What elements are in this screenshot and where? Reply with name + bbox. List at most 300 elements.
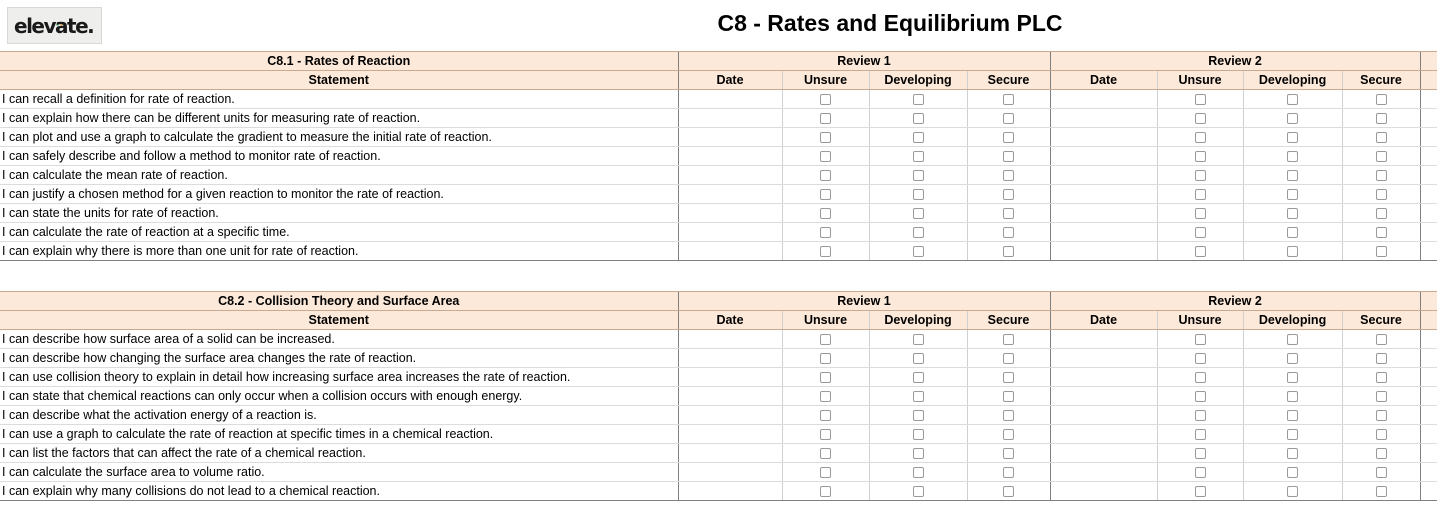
review-2-secure-checkbox[interactable] [1376, 429, 1387, 440]
review-1-secure-cell [967, 444, 1050, 463]
review-2-secure-cell [1342, 147, 1420, 166]
review-2-unsure-checkbox[interactable] [1195, 151, 1206, 162]
review-2-date-header: Date [1050, 311, 1157, 330]
review-2-developing-header: Developing [1243, 311, 1342, 330]
review-1-unsure-cell [782, 109, 869, 128]
review-1-developing-checkbox[interactable] [913, 227, 924, 238]
review-1-header: Review 1 [678, 292, 1050, 311]
review-1-unsure-checkbox[interactable] [820, 410, 831, 421]
review-2-developing-cell [1243, 463, 1342, 482]
statement-header: Statement [0, 311, 678, 330]
review-1-secure-cell [967, 330, 1050, 349]
review-2-developing-header: Developing [1243, 71, 1342, 90]
review-2-unsure-cell [1157, 147, 1243, 166]
review-2-developing-checkbox[interactable] [1287, 334, 1298, 345]
logo-text: elevate. [14, 14, 94, 38]
review-2-unsure-cell [1157, 330, 1243, 349]
review-2-date-cell[interactable] [1050, 463, 1157, 482]
review-1-unsure-checkbox[interactable] [820, 448, 831, 459]
review-2-secure-checkbox[interactable] [1376, 372, 1387, 383]
checklist-table [0, 291, 1437, 501]
review-1-date-cell[interactable] [678, 368, 782, 387]
review-2-developing-cell [1243, 147, 1342, 166]
statement-row [0, 463, 1437, 482]
review-1-developing-checkbox[interactable] [913, 189, 924, 200]
statement-text: I can recall a definition for rate of reaction. [0, 90, 678, 109]
review-2-header: Review 2 [1050, 292, 1420, 311]
review-2-secure-header: Secure [1342, 71, 1420, 90]
review-2-secure-cell [1342, 368, 1420, 387]
row-spacer [1420, 128, 1437, 147]
review-1-secure-checkbox[interactable] [1003, 246, 1014, 257]
statement-row [0, 204, 1437, 223]
review-1-unsure-checkbox[interactable] [820, 208, 831, 219]
row-spacer [1420, 109, 1437, 128]
review-1-developing-checkbox[interactable] [913, 246, 924, 257]
review-2-unsure-checkbox[interactable] [1195, 486, 1206, 497]
review-1-developing-checkbox[interactable] [913, 391, 924, 402]
review-1-unsure-cell [782, 387, 869, 406]
review-2-developing-checkbox[interactable] [1287, 189, 1298, 200]
review-2-developing-cell [1243, 90, 1342, 109]
statement-row [0, 90, 1437, 109]
review-1-developing-checkbox[interactable] [913, 429, 924, 440]
review-1-unsure-cell [782, 406, 869, 425]
statement-text: I can calculate the surface area to volume ratio. [0, 463, 678, 482]
review-1-unsure-cell [782, 90, 869, 109]
review-1-developing-checkbox[interactable] [913, 132, 924, 143]
review-1-secure-checkbox[interactable] [1003, 410, 1014, 421]
review-2-unsure-checkbox[interactable] [1195, 170, 1206, 181]
review-1-secure-checkbox[interactable] [1003, 227, 1014, 238]
review-2-secure-cell [1342, 166, 1420, 185]
row-spacer [1420, 425, 1437, 444]
review-1-unsure-checkbox[interactable] [820, 246, 831, 257]
review-2-date-header: Date [1050, 71, 1157, 90]
review-1-unsure-cell [782, 482, 869, 501]
review-2-developing-checkbox[interactable] [1287, 353, 1298, 364]
statement-text: I can explain why there is more than one unit for rate of reaction. [0, 242, 678, 261]
review-2-developing-checkbox[interactable] [1287, 208, 1298, 219]
review-1-unsure-cell [782, 242, 869, 261]
review-2-secure-checkbox[interactable] [1376, 486, 1387, 497]
review-1-unsure-checkbox[interactable] [820, 227, 831, 238]
statement-text: I can use collision theory to explain in detail how increasing surface area increases the rate of reaction. [0, 368, 678, 387]
review-2-secure-checkbox[interactable] [1376, 189, 1387, 200]
review-1-developing-cell [869, 242, 967, 261]
review-2-secure-cell [1342, 242, 1420, 261]
review-1-secure-checkbox[interactable] [1003, 94, 1014, 105]
review-1-developing-checkbox[interactable] [913, 208, 924, 219]
review-2-secure-checkbox[interactable] [1376, 132, 1387, 143]
review-1-developing-cell [869, 330, 967, 349]
review-2-unsure-checkbox[interactable] [1195, 467, 1206, 478]
review-1-date-cell[interactable] [678, 90, 782, 109]
review-2-developing-cell [1243, 425, 1342, 444]
review-1-date-cell[interactable] [678, 147, 782, 166]
review-2-developing-checkbox[interactable] [1287, 391, 1298, 402]
review-1-unsure-cell [782, 223, 869, 242]
review-2-date-cell[interactable] [1050, 204, 1157, 223]
review-2-developing-checkbox[interactable] [1287, 151, 1298, 162]
review-2-developing-checkbox[interactable] [1287, 227, 1298, 238]
review-2-secure-checkbox[interactable] [1376, 391, 1387, 402]
review-2-unsure-checkbox[interactable] [1195, 334, 1206, 345]
review-1-unsure-header: Unsure [782, 311, 869, 330]
statement-row [0, 147, 1437, 166]
review-1-secure-cell [967, 463, 1050, 482]
review-2-developing-cell [1243, 204, 1342, 223]
review-1-unsure-checkbox[interactable] [820, 189, 831, 200]
review-1-unsure-cell [782, 185, 869, 204]
review-1-date-cell[interactable] [678, 166, 782, 185]
review-2-developing-checkbox[interactable] [1287, 486, 1298, 497]
row-spacer [1420, 330, 1437, 349]
review-2-developing-checkbox[interactable] [1287, 448, 1298, 459]
review-1-date-cell[interactable] [678, 242, 782, 261]
review-2-unsure-checkbox[interactable] [1195, 429, 1206, 440]
statement-text: I can explain why many collisions do not lead to a chemical reaction. [0, 482, 678, 501]
review-2-developing-cell [1243, 109, 1342, 128]
review-2-secure-checkbox[interactable] [1376, 151, 1387, 162]
review-2-secure-cell [1342, 330, 1420, 349]
review-1-secure-cell [967, 387, 1050, 406]
review-1-developing-checkbox[interactable] [913, 486, 924, 497]
review-1-unsure-checkbox[interactable] [820, 391, 831, 402]
review-1-developing-cell [869, 166, 967, 185]
review-1-developing-header: Developing [869, 311, 967, 330]
header-row-groups [0, 292, 1437, 311]
review-2-unsure-cell [1157, 444, 1243, 463]
review-1-date-cell[interactable] [678, 444, 782, 463]
review-1-unsure-header: Unsure [782, 71, 869, 90]
review-1-developing-cell [869, 147, 967, 166]
review-1-secure-checkbox[interactable] [1003, 151, 1014, 162]
statement-text: I can describe how surface area of a solid can be increased. [0, 330, 678, 349]
review-2-developing-checkbox[interactable] [1287, 94, 1298, 105]
review-1-secure-checkbox[interactable] [1003, 170, 1014, 181]
review-2-date-cell[interactable] [1050, 368, 1157, 387]
header-row-columns [0, 71, 1437, 90]
review-2-unsure-checkbox[interactable] [1195, 189, 1206, 200]
review-2-developing-cell [1243, 444, 1342, 463]
review-1-date-cell[interactable] [678, 425, 782, 444]
statement-text: I can state that chemical reactions can only occur when a collision occurs with enough energy. [0, 387, 678, 406]
review-1-date-header: Date [678, 311, 782, 330]
review-2-date-cell[interactable] [1050, 223, 1157, 242]
review-1-unsure-checkbox[interactable] [820, 113, 831, 124]
statement-text: I can explain how there can be different units for measuring rate of reaction. [0, 109, 678, 128]
review-2-secure-checkbox[interactable] [1376, 94, 1387, 105]
review-2-date-cell[interactable] [1050, 482, 1157, 501]
review-2-developing-checkbox[interactable] [1287, 113, 1298, 124]
review-2-secure-checkbox[interactable] [1376, 113, 1387, 124]
row-spacer [1420, 406, 1437, 425]
review-1-developing-checkbox[interactable] [913, 170, 924, 181]
review-1-unsure-cell [782, 463, 869, 482]
review-2-unsure-cell [1157, 242, 1243, 261]
review-1-date-cell[interactable] [678, 204, 782, 223]
page-title: C8 - Rates and Equilibrium PLC [717, 10, 1063, 36]
review-2-developing-checkbox[interactable] [1287, 372, 1298, 383]
review-2-unsure-cell [1157, 128, 1243, 147]
review-2-secure-cell [1342, 128, 1420, 147]
row-spacer [1420, 242, 1437, 261]
review-1-date-cell[interactable] [678, 349, 782, 368]
review-1-date-cell[interactable] [678, 387, 782, 406]
review-1-secure-header: Secure [967, 71, 1050, 90]
review-1-secure-cell [967, 128, 1050, 147]
statement-row [0, 444, 1437, 463]
review-2-secure-checkbox[interactable] [1376, 410, 1387, 421]
review-2-date-cell[interactable] [1050, 166, 1157, 185]
statement-text: I can plot and use a graph to calculate the gradient to measure the initial rate of reaction. [0, 128, 678, 147]
review-2-secure-checkbox[interactable] [1376, 448, 1387, 459]
statement-row [0, 185, 1437, 204]
review-1-unsure-checkbox[interactable] [820, 429, 831, 440]
review-2-unsure-checkbox[interactable] [1195, 132, 1206, 143]
review-1-developing-checkbox[interactable] [913, 448, 924, 459]
review-2-secure-cell [1342, 204, 1420, 223]
review-2-developing-cell [1243, 387, 1342, 406]
review-2-unsure-cell [1157, 463, 1243, 482]
review-1-date-cell[interactable] [678, 109, 782, 128]
review-2-developing-cell [1243, 330, 1342, 349]
review-1-unsure-checkbox[interactable] [820, 132, 831, 143]
section-c8-1 [0, 51, 1437, 261]
review-1-secure-cell [967, 204, 1050, 223]
header-spacer [1420, 71, 1437, 90]
review-1-developing-checkbox[interactable] [913, 151, 924, 162]
review-1-date-cell[interactable] [678, 463, 782, 482]
statement-text: I can list the factors that can affect the rate of a chemical reaction. [0, 444, 678, 463]
review-1-unsure-checkbox[interactable] [820, 353, 831, 364]
review-1-date-cell[interactable] [678, 330, 782, 349]
review-2-unsure-checkbox[interactable] [1195, 227, 1206, 238]
statement-text: I can justify a chosen method for a given reaction to monitor the rate of reaction. [0, 185, 678, 204]
review-2-developing-checkbox[interactable] [1287, 170, 1298, 181]
section-title: C8.1 - Rates of Reaction [0, 52, 678, 71]
statement-text: I can state the units for rate of reaction. [0, 204, 678, 223]
review-2-unsure-checkbox[interactable] [1195, 208, 1206, 219]
review-1-developing-cell [869, 463, 967, 482]
review-1-date-cell[interactable] [678, 482, 782, 501]
header-spacer [1420, 52, 1437, 71]
review-2-unsure-checkbox[interactable] [1195, 372, 1206, 383]
statement-row [0, 242, 1437, 261]
review-2-developing-checkbox[interactable] [1287, 246, 1298, 257]
statement-row [0, 109, 1437, 128]
review-1-unsure-checkbox[interactable] [820, 372, 831, 383]
review-1-secure-checkbox[interactable] [1003, 467, 1014, 478]
logo [7, 7, 102, 44]
review-2-date-cell[interactable] [1050, 425, 1157, 444]
review-2-unsure-cell [1157, 482, 1243, 501]
review-2-secure-checkbox[interactable] [1376, 334, 1387, 345]
review-1-developing-cell [869, 368, 967, 387]
review-2-unsure-checkbox[interactable] [1195, 391, 1206, 402]
review-1-developing-checkbox[interactable] [913, 113, 924, 124]
review-1-developing-cell [869, 406, 967, 425]
review-1-secure-cell [967, 482, 1050, 501]
review-2-secure-header: Secure [1342, 311, 1420, 330]
review-1-developing-cell [869, 223, 967, 242]
row-spacer [1420, 368, 1437, 387]
review-1-header: Review 1 [678, 52, 1050, 71]
review-2-developing-checkbox[interactable] [1287, 132, 1298, 143]
review-1-secure-cell [967, 242, 1050, 261]
review-2-date-cell[interactable] [1050, 387, 1157, 406]
review-2-date-cell[interactable] [1050, 109, 1157, 128]
review-1-developing-cell [869, 204, 967, 223]
review-2-unsure-cell [1157, 349, 1243, 368]
row-spacer [1420, 387, 1437, 406]
review-1-date-cell[interactable] [678, 406, 782, 425]
review-2-unsure-cell [1157, 425, 1243, 444]
review-2-date-cell[interactable] [1050, 147, 1157, 166]
review-2-date-cell[interactable] [1050, 444, 1157, 463]
review-2-date-cell[interactable] [1050, 349, 1157, 368]
review-1-date-cell[interactable] [678, 128, 782, 147]
review-2-date-cell[interactable] [1050, 90, 1157, 109]
row-spacer [1420, 482, 1437, 501]
review-1-secure-cell [967, 185, 1050, 204]
row-spacer [1420, 463, 1437, 482]
review-2-secure-cell [1342, 90, 1420, 109]
review-2-unsure-cell [1157, 166, 1243, 185]
review-2-secure-checkbox[interactable] [1376, 467, 1387, 478]
review-1-date-cell[interactable] [678, 223, 782, 242]
review-1-developing-cell [869, 185, 967, 204]
review-1-secure-checkbox[interactable] [1003, 353, 1014, 364]
review-2-secure-cell [1342, 482, 1420, 501]
review-2-date-cell[interactable] [1050, 242, 1157, 261]
review-1-secure-checkbox[interactable] [1003, 113, 1014, 124]
review-1-unsure-checkbox[interactable] [820, 151, 831, 162]
review-2-unsure-header: Unsure [1157, 71, 1243, 90]
review-2-unsure-checkbox[interactable] [1195, 448, 1206, 459]
review-1-secure-checkbox[interactable] [1003, 208, 1014, 219]
review-1-secure-checkbox[interactable] [1003, 189, 1014, 200]
review-1-unsure-cell [782, 349, 869, 368]
review-2-date-cell[interactable] [1050, 185, 1157, 204]
review-2-secure-checkbox[interactable] [1376, 353, 1387, 364]
review-1-secure-checkbox[interactable] [1003, 132, 1014, 143]
review-2-unsure-cell [1157, 406, 1243, 425]
review-1-unsure-checkbox[interactable] [820, 334, 831, 345]
review-1-secure-cell [967, 166, 1050, 185]
review-1-secure-checkbox[interactable] [1003, 486, 1014, 497]
review-1-secure-checkbox[interactable] [1003, 391, 1014, 402]
review-1-unsure-checkbox[interactable] [820, 94, 831, 105]
review-2-secure-cell [1342, 109, 1420, 128]
review-1-unsure-cell [782, 330, 869, 349]
review-2-date-cell[interactable] [1050, 406, 1157, 425]
review-2-unsure-checkbox[interactable] [1195, 246, 1206, 257]
review-2-date-cell[interactable] [1050, 128, 1157, 147]
statement-text: I can safely describe and follow a method to monitor rate of reaction. [0, 147, 678, 166]
row-spacer [1420, 147, 1437, 166]
review-1-secure-cell [967, 368, 1050, 387]
statement-row [0, 223, 1437, 242]
review-1-developing-checkbox[interactable] [913, 353, 924, 364]
statement-row [0, 166, 1437, 185]
review-2-unsure-cell [1157, 204, 1243, 223]
review-1-unsure-cell [782, 147, 869, 166]
review-2-secure-checkbox[interactable] [1376, 208, 1387, 219]
review-1-secure-cell [967, 349, 1050, 368]
review-1-secure-header: Secure [967, 311, 1050, 330]
review-2-unsure-header: Unsure [1157, 311, 1243, 330]
statement-header: Statement [0, 71, 678, 90]
review-2-developing-checkbox[interactable] [1287, 467, 1298, 478]
statement-row [0, 406, 1437, 425]
review-2-unsure-cell [1157, 90, 1243, 109]
review-2-developing-checkbox[interactable] [1287, 429, 1298, 440]
row-spacer [1420, 349, 1437, 368]
statement-text: I can calculate the rate of reaction at a specific time. [0, 223, 678, 242]
review-1-secure-checkbox[interactable] [1003, 429, 1014, 440]
review-2-developing-cell [1243, 242, 1342, 261]
statement-row [0, 349, 1437, 368]
review-1-secure-checkbox[interactable] [1003, 334, 1014, 345]
review-1-secure-cell [967, 425, 1050, 444]
review-1-developing-checkbox[interactable] [913, 467, 924, 478]
review-2-unsure-checkbox[interactable] [1195, 410, 1206, 421]
review-1-developing-checkbox[interactable] [913, 334, 924, 345]
review-1-unsure-checkbox[interactable] [820, 486, 831, 497]
review-2-secure-cell [1342, 387, 1420, 406]
review-2-developing-cell [1243, 166, 1342, 185]
review-2-unsure-checkbox[interactable] [1195, 353, 1206, 364]
review-2-secure-checkbox[interactable] [1376, 227, 1387, 238]
review-2-developing-cell [1243, 349, 1342, 368]
review-1-secure-checkbox[interactable] [1003, 372, 1014, 383]
review-2-date-cell[interactable] [1050, 330, 1157, 349]
review-1-developing-checkbox[interactable] [913, 372, 924, 383]
review-1-unsure-cell [782, 204, 869, 223]
review-1-date-cell[interactable] [678, 185, 782, 204]
review-2-unsure-checkbox[interactable] [1195, 113, 1206, 124]
statement-text: I can use a graph to calculate the rate of reaction at specific times in a chemical reaction. [0, 425, 678, 444]
review-2-secure-cell [1342, 425, 1420, 444]
review-1-unsure-checkbox[interactable] [820, 467, 831, 478]
review-2-secure-cell [1342, 349, 1420, 368]
review-1-developing-checkbox[interactable] [913, 94, 924, 105]
review-2-secure-checkbox[interactable] [1376, 246, 1387, 257]
statement-text: I can describe what the activation energy of a reaction is. [0, 406, 678, 425]
review-1-unsure-cell [782, 444, 869, 463]
statement-row [0, 368, 1437, 387]
review-1-developing-cell [869, 444, 967, 463]
row-spacer [1420, 444, 1437, 463]
review-2-unsure-cell [1157, 368, 1243, 387]
review-2-developing-checkbox[interactable] [1287, 410, 1298, 421]
review-1-developing-checkbox[interactable] [913, 410, 924, 421]
review-1-secure-checkbox[interactable] [1003, 448, 1014, 459]
review-1-developing-cell [869, 387, 967, 406]
review-1-secure-cell [967, 406, 1050, 425]
row-spacer [1420, 204, 1437, 223]
checklist-table [0, 51, 1437, 261]
review-1-unsure-cell [782, 368, 869, 387]
row-spacer [1420, 90, 1437, 109]
review-1-secure-cell [967, 223, 1050, 242]
review-1-unsure-checkbox[interactable] [820, 170, 831, 181]
review-1-secure-cell [967, 90, 1050, 109]
review-2-unsure-checkbox[interactable] [1195, 94, 1206, 105]
review-2-secure-checkbox[interactable] [1376, 170, 1387, 181]
